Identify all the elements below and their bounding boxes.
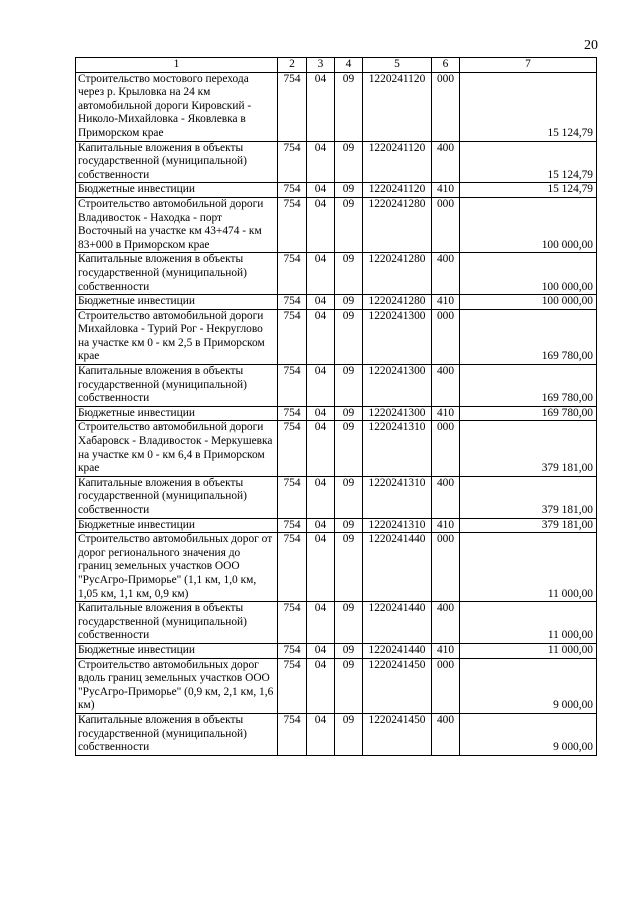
row-pr-cell: 09 bbox=[335, 533, 363, 602]
row-vr-cell: 000 bbox=[432, 533, 460, 602]
row-name-cell: Бюджетные инвестиции bbox=[76, 643, 278, 658]
row-sum-cell: 11 000,00 bbox=[460, 533, 597, 602]
row-csr-cell: 1220241440 bbox=[363, 643, 432, 658]
table-row bbox=[76, 518, 597, 533]
row-rz-cell: 04 bbox=[307, 476, 335, 518]
row-name-cell: Капитальные вложения в объекты государственной (муниципальной) собственности bbox=[76, 141, 278, 183]
row-vr-cell: 400 bbox=[432, 365, 460, 407]
row-name-cell: Капитальные вложения в объекты государственной (муниципальной) собственности bbox=[76, 713, 278, 755]
row-ved-cell: 754 bbox=[278, 253, 307, 295]
row-pr-cell: 09 bbox=[335, 295, 363, 310]
column-header: 2 bbox=[278, 58, 307, 73]
row-pr-cell: 09 bbox=[335, 253, 363, 295]
row-rz-cell: 04 bbox=[307, 602, 335, 644]
row-pr-cell: 09 bbox=[335, 141, 363, 183]
row-vr-cell: 000 bbox=[432, 421, 460, 476]
row-ved-cell: 754 bbox=[278, 406, 307, 421]
row-pr-cell: 09 bbox=[335, 602, 363, 644]
table-row bbox=[76, 141, 597, 183]
row-name-cell: Капитальные вложения в объекты государственной (муниципальной) собственности bbox=[76, 602, 278, 644]
row-ved-cell: 754 bbox=[278, 183, 307, 198]
row-rz-cell: 04 bbox=[307, 406, 335, 421]
row-vr-cell: 400 bbox=[432, 602, 460, 644]
table-row bbox=[76, 365, 597, 407]
row-vr-cell: 000 bbox=[432, 658, 460, 713]
row-rz-cell: 04 bbox=[307, 421, 335, 476]
table-row bbox=[76, 309, 597, 364]
row-sum-cell: 11 000,00 bbox=[460, 602, 597, 644]
table-row bbox=[76, 643, 597, 658]
row-vr-cell: 000 bbox=[432, 72, 460, 141]
row-csr-cell: 1220241280 bbox=[363, 197, 432, 252]
row-ved-cell: 754 bbox=[278, 713, 307, 755]
row-sum-cell: 100 000,00 bbox=[460, 253, 597, 295]
row-ved-cell: 754 bbox=[278, 533, 307, 602]
row-pr-cell: 09 bbox=[335, 72, 363, 141]
row-vr-cell: 410 bbox=[432, 183, 460, 198]
row-vr-cell: 410 bbox=[432, 406, 460, 421]
row-csr-cell: 1220241300 bbox=[363, 309, 432, 364]
row-csr-cell: 1220241310 bbox=[363, 518, 432, 533]
row-name-cell: Строительство автомобильной дороги Михайловка - Турий Рог - Некруглово на участке км 0 - км 2,5 в Приморском крае bbox=[76, 309, 278, 364]
row-vr-cell: 000 bbox=[432, 309, 460, 364]
row-name-cell: Капитальные вложения в объекты государственной (муниципальной) собственности bbox=[76, 253, 278, 295]
row-ved-cell: 754 bbox=[278, 602, 307, 644]
row-pr-cell: 09 bbox=[335, 518, 363, 533]
row-name-cell: Строительство автомобильной дороги Владивосток - Находка - порт Восточный на участке км 43+474 - км 83+000 в Приморском крае bbox=[76, 197, 278, 252]
row-csr-cell: 1220241120 bbox=[363, 183, 432, 198]
row-csr-cell: 1220241300 bbox=[363, 406, 432, 421]
table-row bbox=[76, 421, 597, 476]
row-rz-cell: 04 bbox=[307, 309, 335, 364]
row-sum-cell: 379 181,00 bbox=[460, 421, 597, 476]
table-row bbox=[76, 295, 597, 310]
table-row bbox=[76, 476, 597, 518]
row-sum-cell: 15 124,79 bbox=[460, 183, 597, 198]
row-name-cell: Капитальные вложения в объекты государственной (муниципальной) собственности bbox=[76, 365, 278, 407]
row-csr-cell: 1220241280 bbox=[363, 295, 432, 310]
row-rz-cell: 04 bbox=[307, 643, 335, 658]
row-pr-cell: 09 bbox=[335, 643, 363, 658]
row-rz-cell: 04 bbox=[307, 658, 335, 713]
row-csr-cell: 1220241450 bbox=[363, 658, 432, 713]
row-csr-cell: 1220241120 bbox=[363, 72, 432, 141]
row-rz-cell: 04 bbox=[307, 197, 335, 252]
row-sum-cell: 100 000,00 bbox=[460, 197, 597, 252]
row-name-cell: Бюджетные инвестиции bbox=[76, 183, 278, 198]
row-name-cell: Бюджетные инвестиции bbox=[76, 295, 278, 310]
row-name-cell: Бюджетные инвестиции bbox=[76, 406, 278, 421]
column-header: 7 bbox=[460, 58, 597, 73]
row-csr-cell: 1220241120 bbox=[363, 141, 432, 183]
column-header: 3 bbox=[307, 58, 335, 73]
row-rz-cell: 04 bbox=[307, 518, 335, 533]
row-csr-cell: 1220241300 bbox=[363, 365, 432, 407]
column-header: 4 bbox=[335, 58, 363, 73]
row-name-cell: Строительство автомобильных дорог от дорог регионального значения до границ земельных участков ООО "РусАгро-Приморье" (1,1 км, 1,0 км, 1,05 км, 1,1 км, 0,9 км) bbox=[76, 533, 278, 602]
table-row bbox=[76, 72, 597, 141]
row-ved-cell: 754 bbox=[278, 197, 307, 252]
row-name-cell: Капитальные вложения в объекты государственной (муниципальной) собственности bbox=[76, 476, 278, 518]
row-ved-cell: 754 bbox=[278, 643, 307, 658]
row-ved-cell: 754 bbox=[278, 72, 307, 141]
column-header: 5 bbox=[363, 58, 432, 73]
row-vr-cell: 400 bbox=[432, 476, 460, 518]
row-sum-cell: 169 780,00 bbox=[460, 406, 597, 421]
row-vr-cell: 410 bbox=[432, 643, 460, 658]
row-rz-cell: 04 bbox=[307, 713, 335, 755]
row-rz-cell: 04 bbox=[307, 141, 335, 183]
row-csr-cell: 1220241440 bbox=[363, 533, 432, 602]
row-rz-cell: 04 bbox=[307, 365, 335, 407]
table-row bbox=[76, 713, 597, 755]
row-csr-cell: 1220241310 bbox=[363, 421, 432, 476]
row-csr-cell: 1220241310 bbox=[363, 476, 432, 518]
table-row bbox=[76, 406, 597, 421]
row-ved-cell: 754 bbox=[278, 295, 307, 310]
table-row bbox=[76, 253, 597, 295]
budget-table bbox=[75, 57, 597, 756]
row-pr-cell: 09 bbox=[335, 421, 363, 476]
row-pr-cell: 09 bbox=[335, 658, 363, 713]
table-row bbox=[76, 533, 597, 602]
row-ved-cell: 754 bbox=[278, 365, 307, 407]
row-csr-cell: 1220241440 bbox=[363, 602, 432, 644]
table-row bbox=[76, 602, 597, 644]
table-row bbox=[76, 197, 597, 252]
row-name-cell: Строительство автомобильной дороги Хабаровск - Владивосток - Меркушевка на участке км 0 - км 6,4 в Приморском крае bbox=[76, 421, 278, 476]
row-pr-cell: 09 bbox=[335, 406, 363, 421]
row-pr-cell: 09 bbox=[335, 365, 363, 407]
row-name-cell: Бюджетные инвестиции bbox=[76, 518, 278, 533]
row-name-cell: Строительство мостового перехода через р. Крыловка на 24 км автомобильной дороги Кировский - Николо-Михайловка - Яковлевка в Приморском крае bbox=[76, 72, 278, 141]
row-sum-cell: 9 000,00 bbox=[460, 658, 597, 713]
row-sum-cell: 11 000,00 bbox=[460, 643, 597, 658]
row-pr-cell: 09 bbox=[335, 309, 363, 364]
row-ved-cell: 754 bbox=[278, 141, 307, 183]
table-row bbox=[76, 183, 597, 198]
row-sum-cell: 9 000,00 bbox=[460, 713, 597, 755]
column-header: 1 bbox=[76, 58, 278, 73]
row-rz-cell: 04 bbox=[307, 183, 335, 198]
row-vr-cell: 000 bbox=[432, 197, 460, 252]
row-rz-cell: 04 bbox=[307, 533, 335, 602]
row-pr-cell: 09 bbox=[335, 476, 363, 518]
row-ved-cell: 754 bbox=[278, 476, 307, 518]
row-sum-cell: 379 181,00 bbox=[460, 518, 597, 533]
table-header-row bbox=[76, 58, 597, 73]
row-pr-cell: 09 bbox=[335, 183, 363, 198]
row-pr-cell: 09 bbox=[335, 197, 363, 252]
row-csr-cell: 1220241280 bbox=[363, 253, 432, 295]
row-sum-cell: 100 000,00 bbox=[460, 295, 597, 310]
row-ved-cell: 754 bbox=[278, 518, 307, 533]
row-sum-cell: 379 181,00 bbox=[460, 476, 597, 518]
row-vr-cell: 400 bbox=[432, 141, 460, 183]
row-rz-cell: 04 bbox=[307, 72, 335, 141]
row-sum-cell: 169 780,00 bbox=[460, 365, 597, 407]
row-vr-cell: 410 bbox=[432, 518, 460, 533]
row-ved-cell: 754 bbox=[278, 421, 307, 476]
row-sum-cell: 15 124,79 bbox=[460, 72, 597, 141]
row-vr-cell: 400 bbox=[432, 253, 460, 295]
page-number: 20 bbox=[584, 38, 598, 53]
row-name-cell: Строительство автомобильных дорог вдоль границ земельных участков ООО "РусАгро-Приморье" (0,9 км, 2,1 км, 1,6 км) bbox=[76, 658, 278, 713]
row-vr-cell: 400 bbox=[432, 713, 460, 755]
row-rz-cell: 04 bbox=[307, 253, 335, 295]
column-header: 6 bbox=[432, 58, 460, 73]
row-sum-cell: 169 780,00 bbox=[460, 309, 597, 364]
row-csr-cell: 1220241450 bbox=[363, 713, 432, 755]
row-pr-cell: 09 bbox=[335, 713, 363, 755]
row-ved-cell: 754 bbox=[278, 309, 307, 364]
row-sum-cell: 15 124,79 bbox=[460, 141, 597, 183]
row-rz-cell: 04 bbox=[307, 295, 335, 310]
row-vr-cell: 410 bbox=[432, 295, 460, 310]
row-ved-cell: 754 bbox=[278, 658, 307, 713]
table-row bbox=[76, 658, 597, 713]
